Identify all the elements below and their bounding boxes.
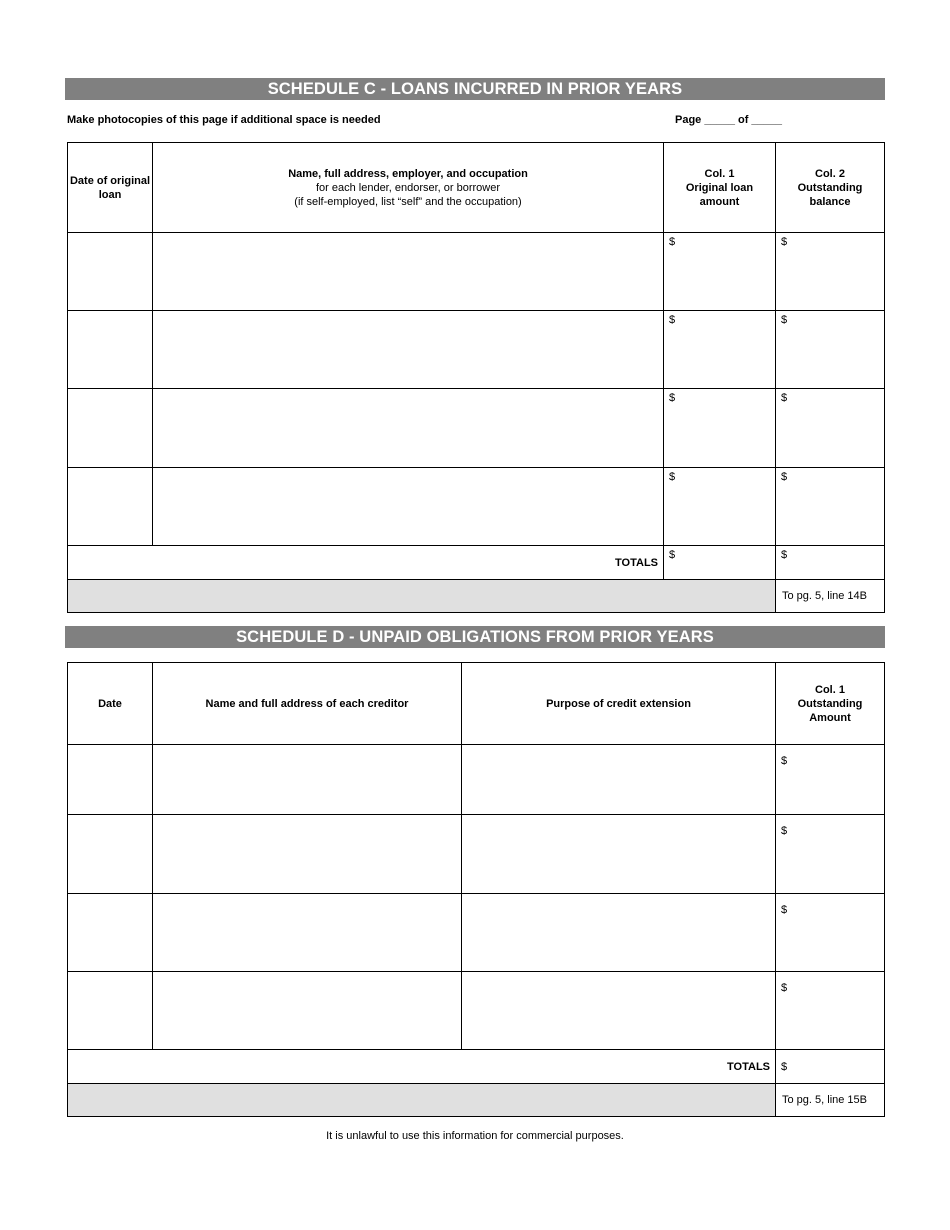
totals-label: TOTALS bbox=[68, 546, 664, 580]
date-field[interactable] bbox=[68, 815, 153, 894]
outstanding-balance-field[interactable]: $ bbox=[776, 233, 885, 311]
total-outstanding-amount-field[interactable]: $ bbox=[776, 1050, 885, 1084]
total-original-loan-amount-field[interactable]: $ bbox=[664, 546, 776, 580]
table-row bbox=[68, 972, 885, 1050]
header-purpose: Purpose of credit extension bbox=[462, 663, 776, 745]
lender-info-field[interactable] bbox=[153, 233, 664, 311]
header-creditor-name-address: Name and full address of each creditor bbox=[153, 663, 462, 745]
total-outstanding-balance-field[interactable]: $ bbox=[776, 546, 885, 580]
purpose-field[interactable] bbox=[462, 972, 776, 1050]
photocopy-note: Make photocopies of this page if additional space is needed bbox=[67, 114, 381, 126]
lender-info-field[interactable] bbox=[153, 468, 664, 546]
purpose-field[interactable] bbox=[462, 894, 776, 972]
schedule-c-table bbox=[67, 142, 885, 613]
outstanding-amount-field[interactable]: $ bbox=[776, 972, 885, 1050]
schedule-d-totals-row bbox=[68, 1050, 885, 1084]
outstanding-amount-field[interactable]: $ bbox=[776, 815, 885, 894]
table-row bbox=[68, 745, 885, 815]
creditor-field[interactable] bbox=[153, 894, 462, 972]
header-col2-outstanding-balance: Col. 2 Outstanding balance bbox=[776, 143, 885, 233]
totals-label: TOTALS bbox=[68, 1050, 776, 1084]
header-col1-outstanding-amount: Col. 1 Outstanding Amount bbox=[776, 663, 885, 745]
shaded-cell bbox=[68, 1084, 776, 1117]
date-field[interactable] bbox=[68, 972, 153, 1050]
schedule-c-totals-row bbox=[68, 546, 885, 580]
schedule-c-header-row bbox=[68, 143, 885, 233]
carry-to-page-note: To pg. 5, line 14B bbox=[776, 580, 885, 613]
schedule-d-title: SCHEDULE D - UNPAID OBLIGATIONS FROM PRIOR YEARS bbox=[65, 626, 885, 648]
lender-info-field[interactable] bbox=[153, 311, 664, 389]
lender-info-field[interactable] bbox=[153, 389, 664, 468]
page-number-note: Page _____ of _____ bbox=[675, 114, 783, 126]
schedule-d-table bbox=[67, 662, 885, 1117]
table-row bbox=[68, 389, 885, 468]
original-loan-amount-field[interactable]: $ bbox=[664, 233, 776, 311]
header-lender-info: Name, full address, employer, and occupation for each lender, endorser, or borrower (if self-employed, list “self” and the occupation) bbox=[153, 143, 664, 233]
header-date: Date bbox=[68, 663, 153, 745]
table-row bbox=[68, 233, 885, 311]
schedule-d-carry-row bbox=[68, 1084, 885, 1117]
carry-to-page-note: To pg. 5, line 15B bbox=[776, 1084, 885, 1117]
original-loan-amount-field[interactable]: $ bbox=[664, 389, 776, 468]
header-date-of-original-loan: Date of original loan bbox=[68, 143, 153, 233]
date-field[interactable] bbox=[68, 468, 153, 546]
date-field[interactable] bbox=[68, 311, 153, 389]
date-field[interactable] bbox=[68, 233, 153, 311]
table-row bbox=[68, 894, 885, 972]
purpose-field[interactable] bbox=[462, 815, 776, 894]
creditor-field[interactable] bbox=[153, 815, 462, 894]
footer-disclaimer: It is unlawful to use this information for commercial purposes. bbox=[326, 1130, 624, 1142]
schedule-c-carry-row bbox=[68, 580, 885, 613]
date-field[interactable] bbox=[68, 894, 153, 972]
schedule-c-title: SCHEDULE C - LOANS INCURRED IN PRIOR YEARS bbox=[65, 78, 885, 100]
date-field[interactable] bbox=[68, 389, 153, 468]
header-col1-original-loan-amount: Col. 1 Original loan amount bbox=[664, 143, 776, 233]
date-field[interactable] bbox=[68, 745, 153, 815]
table-row bbox=[68, 311, 885, 389]
schedule-d-header-row bbox=[68, 663, 885, 745]
outstanding-amount-field[interactable]: $ bbox=[776, 745, 885, 815]
outstanding-balance-field[interactable]: $ bbox=[776, 468, 885, 546]
creditor-field[interactable] bbox=[153, 972, 462, 1050]
table-row bbox=[68, 815, 885, 894]
original-loan-amount-field[interactable]: $ bbox=[664, 311, 776, 389]
outstanding-amount-field[interactable]: $ bbox=[776, 894, 885, 972]
table-row bbox=[68, 468, 885, 546]
outstanding-balance-field[interactable]: $ bbox=[776, 311, 885, 389]
creditor-field[interactable] bbox=[153, 745, 462, 815]
outstanding-balance-field[interactable]: $ bbox=[776, 389, 885, 468]
original-loan-amount-field[interactable]: $ bbox=[664, 468, 776, 546]
shaded-cell bbox=[68, 580, 776, 613]
purpose-field[interactable] bbox=[462, 745, 776, 815]
